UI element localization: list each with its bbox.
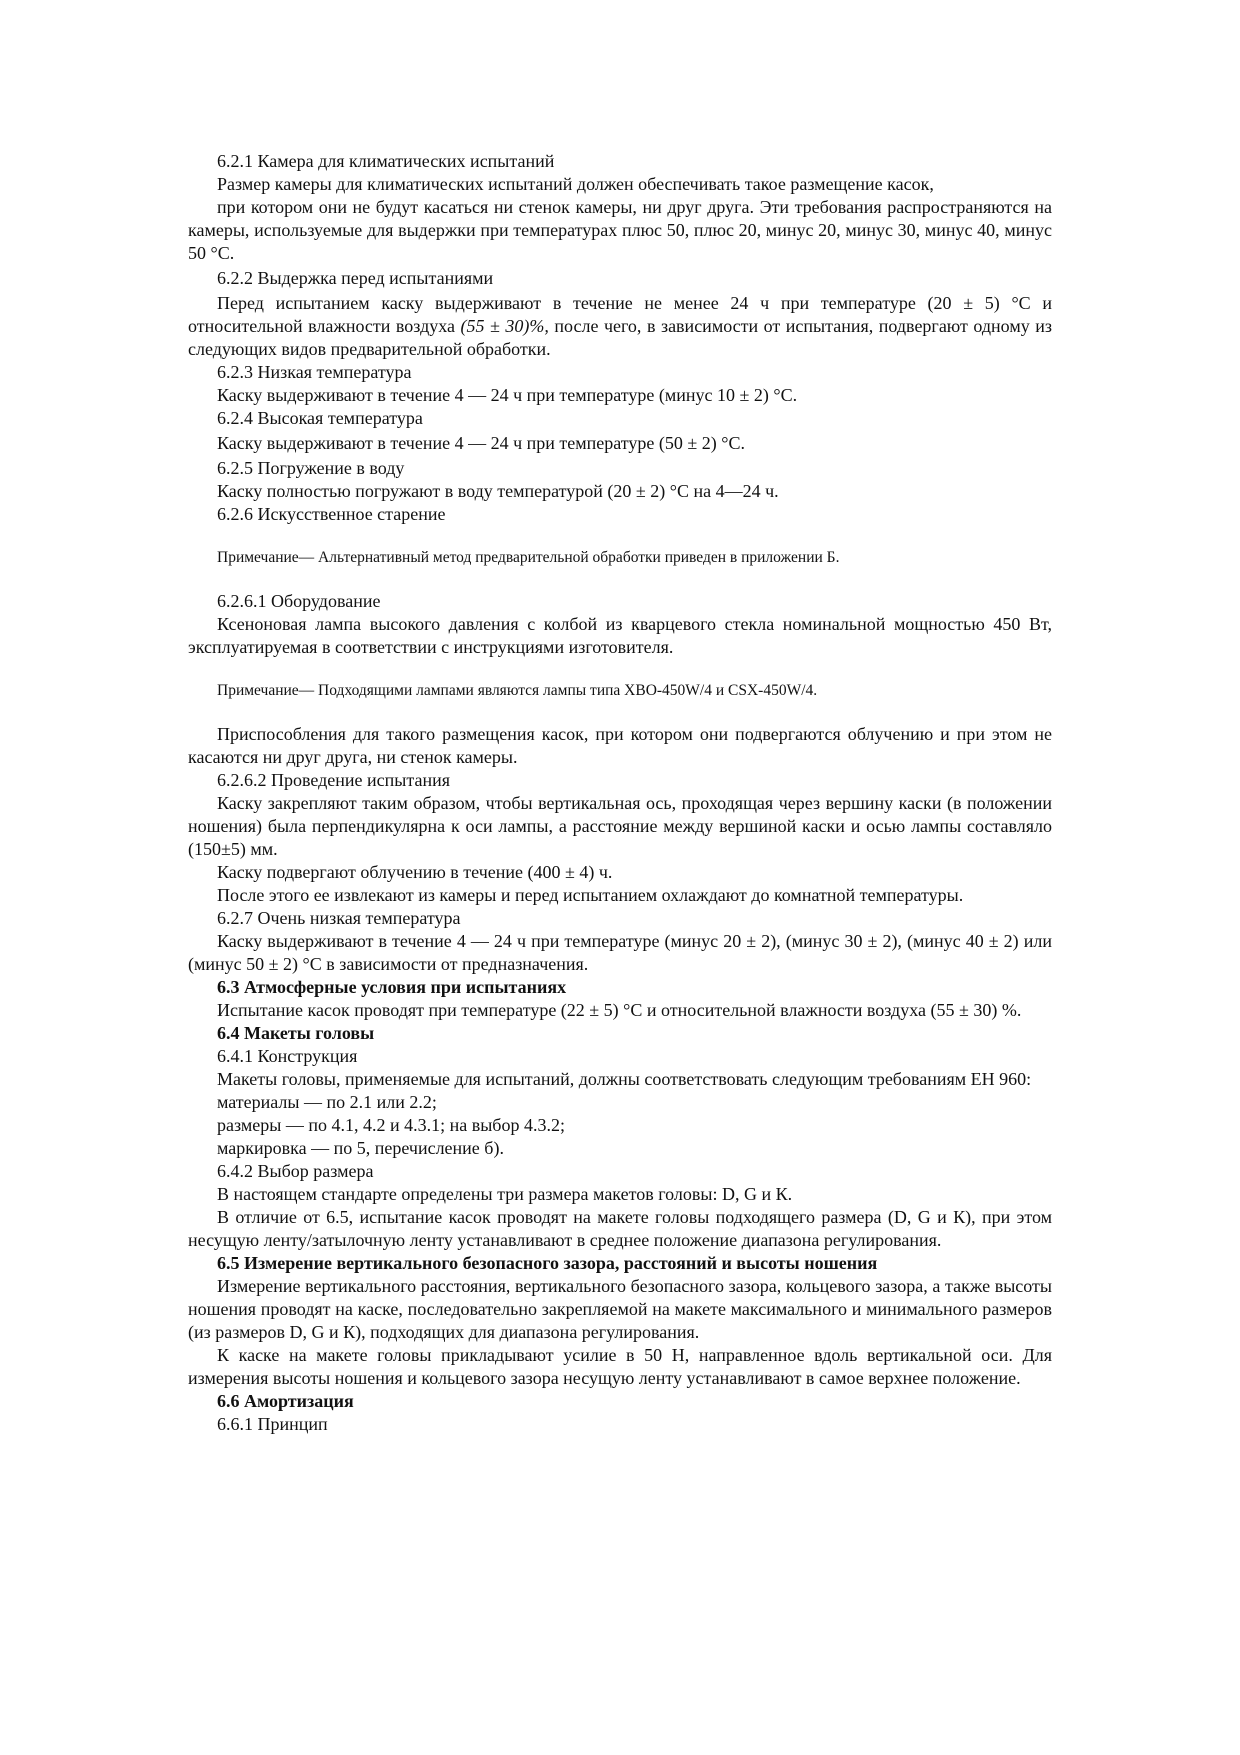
section-6-2-2-humidity-italic: (55 ± 30)%, bbox=[460, 316, 549, 336]
section-6-2-1-paragraph: Размер камеры для климатических испытаний должен обеспечивать такое размещение касок, bbox=[217, 174, 934, 194]
list-item-marking: маркировка — по 5, перечисление б). bbox=[217, 1138, 504, 1158]
section-6-2-1-paragraph-continued: при котором они не будут касаться ни стенок камеры, ни друг друга. Эти требования распространяются на камеры, используемые для выдержки при температурах плюс 50, плюс 20, минус 20, минус 30, минус 40, минус 50 °С. bbox=[188, 197, 1052, 263]
section-6-2-6-2-paragraph-1: Каску закрепляют таким образом, чтобы вертикальная ось, проходящая через вершину каски (в положении ношения) была перпендикулярна к оси лампы, а расстояние между вершиной каски и осью лампы составляло (150±5) мм. bbox=[188, 793, 1052, 859]
section-6-2-3-heading: 6.2.3 Низкая температура bbox=[217, 362, 412, 382]
section-6-4-1-heading: 6.4.1 Конструкция bbox=[217, 1046, 358, 1066]
section-6-3-heading: 6.3 Атмосферные условия при испытаниях bbox=[217, 977, 567, 997]
section-6-4-2-paragraph-1: В настоящем стандарте определены три размера макетов головы: D, G и К. bbox=[217, 1184, 793, 1204]
section-6-4-heading: 6.4 Макеты головы bbox=[217, 1023, 375, 1043]
list-item-materials: материалы — по 2.1 или 2.2; bbox=[217, 1092, 437, 1112]
list-item-dimensions: размеры — по 4.1, 4.2 и 4.3.1; на выбор 4.3.2; bbox=[217, 1115, 565, 1135]
section-6-3-paragraph: Испытание касок проводят при температуре (22 ± 5) °С и относительной влажности воздуха (55 ± 30) %. bbox=[217, 1000, 1022, 1020]
document-page bbox=[188, 150, 1052, 1436]
section-6-2-6-2-paragraph-3: После этого ее извлекают из камеры и перед испытанием охлаждают до комнатной температуры. bbox=[217, 885, 964, 905]
section-6-2-3-paragraph: Каску выдерживают в течение 4 — 24 ч при температуре (минус 10 ± 2) °С. bbox=[217, 385, 798, 405]
section-6-5-heading: 6.5 Измерение вертикального безопасного зазора, расстояний и высоты ношения bbox=[217, 1253, 878, 1273]
section-6-2-6-2-paragraph-2: Каску подвергают облучению в течение (400 ± 4) ч. bbox=[217, 862, 613, 882]
section-6-2-4-paragraph: Каску выдерживают в течение 4 — 24 ч при температуре (50 ± 2) °С. bbox=[217, 433, 745, 453]
section-6-4-1-paragraph: Макеты головы, применяемые для испытаний, должны соответствовать следующим требованиям ЕН 960: bbox=[217, 1069, 1032, 1089]
section-6-2-5-heading: 6.2.5 Погружение в воду bbox=[217, 458, 405, 478]
section-6-2-2-heading: 6.2.2 Выдержка перед испытаниями bbox=[217, 268, 494, 288]
section-6-2-6-2-heading: 6.2.6.2 Проведение испытания bbox=[217, 770, 451, 790]
section-6-2-7-paragraph: Каску выдерживают в течение 4 — 24 ч при температуре (минус 20 ± 2), (минус 30 ± 2), (минус 40 ± 2) или (минус 50 ± 2) °С в зависимости от предназначения. bbox=[188, 931, 1052, 974]
section-6-4-2-heading: 6.4.2 Выбор размера bbox=[217, 1161, 374, 1181]
section-6-2-6-1-paragraph-2: Приспособления для такого размещения касок, при котором они подвергаются облучению и при этом не касаются ни друг друга, ни стенок камеры. bbox=[188, 724, 1052, 767]
section-6-6-1-heading: 6.6.1 Принцип bbox=[217, 1414, 328, 1434]
section-6-5-paragraph-1: Измерение вертикального расстояния, вертикального безопасного зазора, кольцевого зазора, а также высоты ношения проводят на каске, последовательно закрепляемой на макете максимального и минимального размеров (из размеров D, G и К), подходящих для диапазона регулирования. bbox=[188, 1276, 1052, 1342]
section-6-2-5-paragraph: Каску полностью погружают в воду температурой (20 ± 2) °С на 4—24 ч. bbox=[217, 481, 779, 501]
note-suitable-lamps: Примечание— Подходящими лампами являются лампы типа XBO-450W/4 и CSX-450W/4. bbox=[217, 682, 818, 699]
section-6-2-2-text-a: Перед испытанием каску выдерживают в течение не менее 24 ч при температуре (20 ± 5) °С и относительной влажности воздуха bbox=[188, 293, 1052, 336]
section-6-2-7-heading: 6.2.7 Очень низкая температура bbox=[217, 908, 461, 928]
section-6-2-2-paragraph bbox=[188, 292, 1052, 361]
section-6-6-heading: 6.6 Амортизация bbox=[217, 1391, 354, 1411]
section-6-2-6-1-paragraph: Ксеноновая лампа высокого давления с колбой из кварцевого стекла номинальной мощностью 450 Вт, эксплуатируемая в соответствии с инструкциями изготовителя. bbox=[188, 614, 1052, 657]
section-6-4-2-paragraph-2: В отличие от 6.5, испытание касок проводят на макете головы подходящего размера (D, G и К), при этом несущую ленту/затылочную ленту устанавливают в среднее положение диапазона регулирования. bbox=[188, 1207, 1052, 1250]
section-6-2-1-heading: 6.2.1 Камера для климатических испытаний bbox=[217, 151, 555, 171]
section-6-2-6-heading: 6.2.6 Искусственное старение bbox=[217, 504, 446, 524]
note-alternative-method: Примечание— Альтернативный метод предварительной обработки приведен в приложении Б. bbox=[217, 549, 840, 566]
section-6-2-6-1-heading: 6.2.6.1 Оборудование bbox=[217, 591, 381, 611]
section-6-2-4-heading: 6.2.4 Высокая температура bbox=[217, 408, 423, 428]
section-6-5-paragraph-2: К каске на макете головы прикладывают усилие в 50 Н, направленное вдоль вертикальной оси. Для измерения высоты ношения и кольцевого зазора несущую ленту устанавливают в самое верхнее положение. bbox=[188, 1345, 1052, 1388]
section-6-2-2-text-b: после чего, в зависимости от испытания, подвергают одному из следующих видов предварительной обработки. bbox=[188, 316, 1052, 359]
